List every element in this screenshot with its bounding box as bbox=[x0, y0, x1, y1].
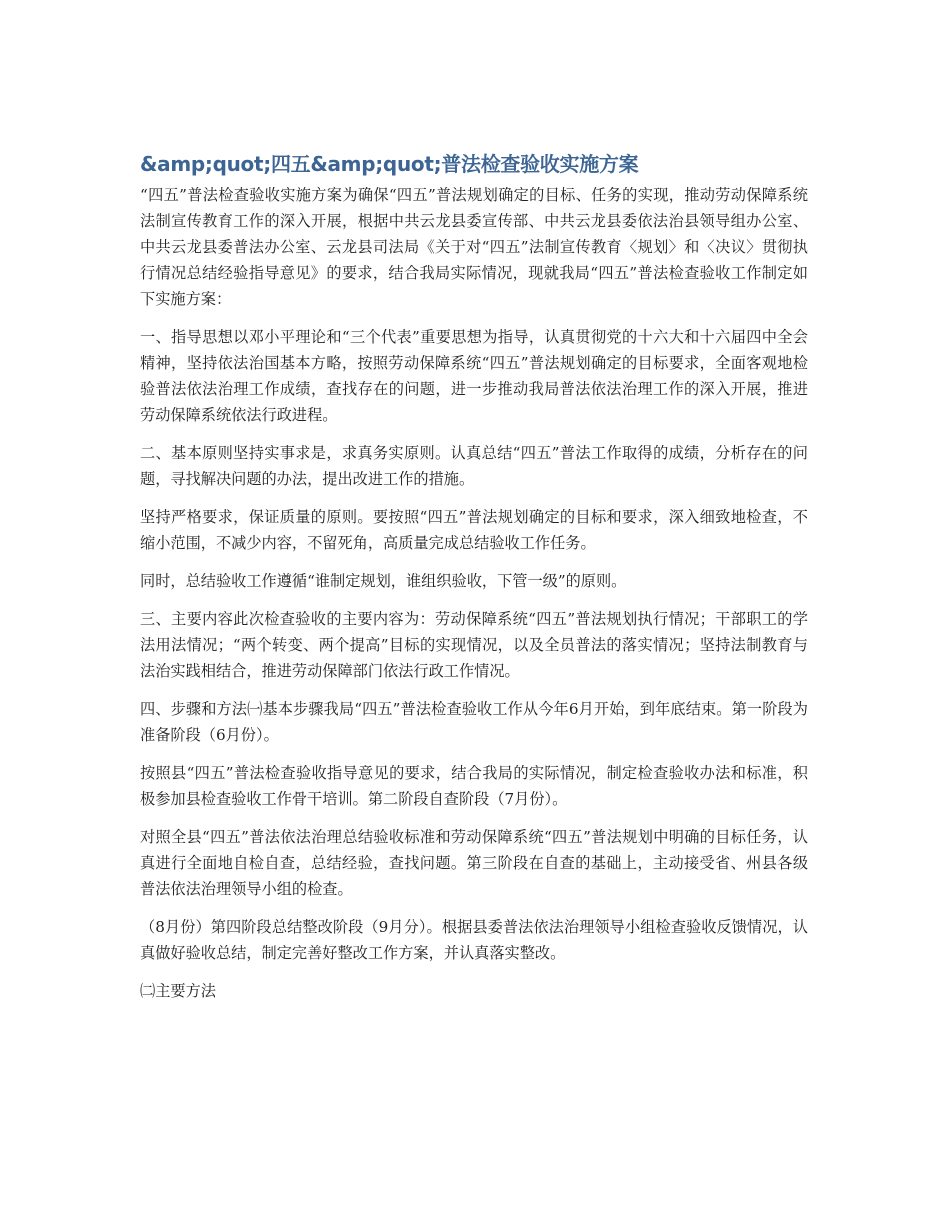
document-page bbox=[140, 148, 808, 1016]
document-title: &amp;quot;四五&amp;quot;普法检查验收实施方案 bbox=[140, 152, 639, 176]
paragraph-steps-methods: 四、步骤和方法㈠基本步骤我局“四五”普法检查验收工作从今年6月开始，到年底结束。第一阶段为准备阶段（6月份）。 bbox=[140, 700, 808, 744]
paragraph-main-content: 三、主要内容此次检查验收的主要内容为：劳动保障系统“四五”普法规划执行情况；干部职工的学法用法情况；“两个转变、两个提高”目标的实现情况，以及全员普法的落实情况；坚持法制教育与法治实践相结合，推进劳动保障部门依法行政工作情况。 bbox=[140, 610, 808, 680]
paragraph-fourth-stage: （8月份）第四阶段总结整改阶段（9月分）。根据县委普法依法治理领导小组检查验收反馈情况，认真做好验收总结，制定完善好整改工作方案，并认真落实整改。 bbox=[140, 918, 808, 962]
paragraph-acceptance-principle: 同时，总结验收工作遵循“谁制定规划，谁组织验收，下管一级”的原则。 bbox=[140, 572, 627, 590]
paragraph-second-stage: 按照县“四五”普法检查验收指导意见的要求，结合我局的实际情况，制定检查验收办法和标准，积极参加县检查验收工作骨干培训。第二阶段自查阶段（7月份）。 bbox=[140, 764, 808, 808]
paragraph-strict-requirements: 坚持严格要求，保证质量的原则。要按照“四五”普法规划确定的目标和要求，深入细致地检查，不缩小范围，不减少内容，不留死角，高质量完成总结验收工作任务。 bbox=[140, 508, 808, 552]
paragraph-main-methods: ㈡主要方法 bbox=[140, 982, 216, 1000]
paragraph-third-stage: 对照全县“四五”普法依法治理总结验收标准和劳动保障系统“四五”普法规划中明确的目标任务，认真进行全面地自检自查，总结经验，查找问题。第三阶段在自查的基础上，主动接受省、州县各级普法依法治理领导小组的检查。 bbox=[140, 828, 808, 898]
paragraph-intro: “四五”普法检查验收实施方案为确保“四五”普法规划确定的目标、任务的实现，推动劳动保障系统法制宣传教育工作的深入开展，根据中共云龙县委宣传部、中共云龙县委依法治县领导组办公室、中共云龙县委普法办公室、云龙县司法局《关于对“四五”法制宣传教育〈规划〉和〈决议〉贯彻执行情况总结经验指导意见》的要求，结合我局实际情况，现就我局“四五”普法检查验收工作制定如下实施方案： bbox=[140, 186, 808, 308]
paragraph-basic-principles: 二、基本原则坚持实事求是，求真务实原则。认真总结“四五”普法工作取得的成绩，分析存在的问题，寻找解决问题的办法，提出改进工作的措施。 bbox=[140, 444, 808, 488]
paragraph-guiding-ideology: 一、指导思想以邓小平理论和“三个代表”重要思想为指导，认真贯彻党的十六大和十六届四中全会精神，坚持依法治国基本方略，按照劳动保障系统“四五”普法规划确定的目标要求，全面客观地检验普法依法治理工作成绩，查找存在的问题，进一步推动我局普法依法治理工作的深入开展，推进劳动保障系统依法行政进程。 bbox=[140, 328, 808, 424]
